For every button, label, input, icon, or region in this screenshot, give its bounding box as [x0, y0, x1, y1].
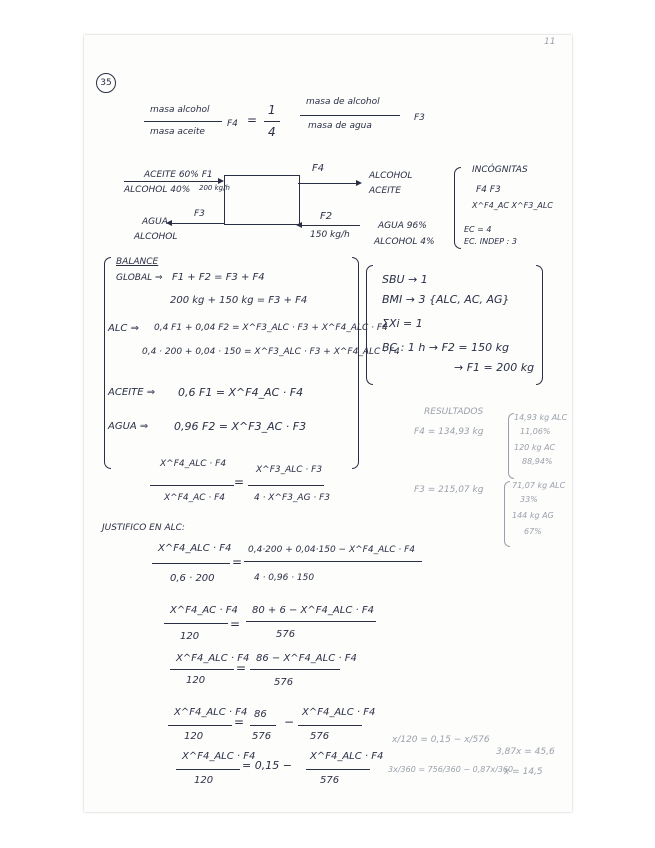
- ratio-line2: [300, 115, 400, 116]
- unknowns-row2: X^F4_AC X^F3_ALC: [472, 201, 553, 210]
- f1-line2: ALCOHOL 40%: [124, 185, 191, 195]
- unknowns-brace: [454, 167, 461, 249]
- unknowns-row1: F4 F3: [476, 185, 501, 195]
- ratio-frac-line: [264, 121, 280, 122]
- ratio-frac-den: 4: [268, 125, 276, 139]
- s5-line: [176, 769, 240, 770]
- s3-num: X^F4_ALC · F4: [176, 653, 250, 664]
- s2-line: [164, 623, 228, 624]
- ratioeq-den-l: X^F4_AC · F4: [164, 493, 226, 503]
- s5-num: X^F4_ALC · F4: [182, 751, 256, 762]
- ratioeq-num-r: X^F3_ALC · F3: [256, 465, 323, 475]
- s2-rden: 576: [276, 629, 296, 640]
- ratioeq-equals: =: [234, 475, 245, 489]
- s1-line: [152, 563, 230, 564]
- s1-den: 0,6 · 200: [170, 573, 215, 584]
- s2-num: X^F4_AC · F4: [170, 605, 238, 616]
- scratch-c: 3,87x = 45,6: [496, 747, 555, 757]
- alc-numeric: 0,4 · 200 + 0,04 · 150 = X^F3_ALC · F3 + X^F4_ALC · F4: [142, 347, 400, 357]
- s4-mden: 576: [252, 731, 272, 742]
- process-unit-box: [224, 175, 300, 225]
- scratch-d: x = 14,5: [504, 767, 543, 777]
- unknowns-title: INCÓGNITAS: [472, 165, 528, 175]
- ratio-den1: masa aceite: [150, 127, 205, 137]
- s4-equals: =: [234, 715, 245, 729]
- results-title: RESULTADOS: [424, 407, 484, 417]
- ratio-frac-num: 1: [268, 103, 276, 117]
- s3-rden: 576: [274, 677, 294, 688]
- f4-arrow: [298, 183, 360, 184]
- scratch-b: 3x/360 = 756/360 − 0,87x/360: [388, 765, 514, 774]
- f3-line2: ALCOHOL: [134, 232, 178, 242]
- results-f3-d3: 144 kg AG: [512, 511, 554, 520]
- global-label: GLOBAL ⇒: [116, 273, 163, 283]
- balance-brace-right: [352, 257, 359, 469]
- results-f4: F4 = 134,93 kg: [414, 427, 484, 437]
- basis-bmi: BMI → 3 {ALC, AC, AG}: [382, 293, 510, 306]
- basis-sbu: SBU → 1: [382, 273, 428, 286]
- problem-number: 35: [96, 73, 116, 93]
- f4-label: F4: [312, 163, 325, 174]
- balance-brace-left: [104, 257, 111, 469]
- s4-minus: −: [284, 715, 295, 729]
- s4-den: 120: [184, 731, 204, 742]
- unknowns-ec-indep: EC. INDEP : 3: [464, 237, 517, 246]
- f1-arrow: [124, 181, 222, 182]
- results-f3-d4: 67%: [524, 527, 542, 536]
- basis-bc2: → F1 = 200 kg: [454, 361, 535, 374]
- s3-line: [170, 669, 234, 670]
- ratio-sub2: F3: [414, 113, 425, 123]
- ratio-equals: =: [247, 113, 258, 127]
- ratio-den2: masa de agua: [308, 121, 372, 131]
- s1-rden: 4 · 0,96 · 150: [254, 573, 315, 583]
- balance-title: BALANCE: [116, 257, 159, 267]
- results-f4-d3: 120 kg AC: [514, 443, 556, 452]
- f2-arrow: [298, 225, 360, 226]
- agua-equation: 0,96 F2 = X^F3_AC · F3: [174, 420, 307, 433]
- s4-rline: [298, 725, 362, 726]
- unknowns-ec: EC = 4: [464, 225, 492, 234]
- ratioeq-num-l: X^F4_ALC · F4: [160, 459, 227, 469]
- f4-line1: ALCOHOL: [369, 171, 413, 181]
- s1-num: X^F4_ALC · F4: [158, 543, 232, 554]
- s4-rden: 576: [310, 731, 330, 742]
- ratioeq-den-r: 4 · X^F3_AG · F3: [254, 493, 331, 503]
- substitution-title: JUSTIFICO EN ALC:: [102, 523, 185, 533]
- s3-equals: =: [236, 661, 247, 675]
- s3-rnum: 86 − X^F4_ALC · F4: [256, 653, 357, 664]
- basis-brace-left: [366, 265, 373, 385]
- f2-line2: ALCOHOL 4%: [374, 237, 435, 247]
- s1-rline: [244, 561, 422, 562]
- aceite-equation: 0,6 F1 = X^F4_AC · F4: [178, 386, 304, 399]
- aceite-label: ACEITE ⇒: [108, 387, 156, 398]
- s2-rline: [246, 621, 376, 622]
- global-equation: F1 + F2 = F3 + F4: [172, 272, 265, 283]
- f3-label: F3: [194, 209, 205, 219]
- f2-rate: 150 kg/h: [310, 230, 350, 240]
- basis-brace-right: [536, 265, 543, 385]
- basis-sum: ΣXi = 1: [382, 317, 423, 330]
- scratch-a: x/120 = 0,15 − x/576: [392, 735, 490, 745]
- notebook-page: [84, 35, 572, 812]
- alc-label: ALC ⇒: [108, 323, 139, 334]
- s5-eq: = 0,15 −: [242, 759, 292, 772]
- agua-label: AGUA ⇒: [108, 421, 149, 432]
- ratioeq-line-l: [150, 485, 234, 486]
- results-f4-d4: 88,94%: [522, 457, 553, 466]
- ratio-num1: masa alcohol: [150, 105, 210, 115]
- s2-equals: =: [230, 617, 241, 631]
- ratio-num2: masa de alcohol: [306, 97, 380, 107]
- ratio-line1: [144, 121, 222, 122]
- s5-den: 120: [194, 775, 214, 786]
- f2-label: F2: [320, 211, 333, 222]
- f4-line2: ACEITE: [369, 186, 401, 196]
- f3-arrow: [168, 223, 224, 224]
- global-numeric: 200 kg + 150 kg = F3 + F4: [170, 295, 308, 306]
- s5-rline: [306, 769, 370, 770]
- results-f3-d1: 71,07 kg ALC: [512, 481, 566, 490]
- results-f3-d2: 33%: [520, 495, 538, 504]
- s5-rden: 576: [320, 775, 340, 786]
- basis-bc: BC : 1 h → F2 = 150 kg: [382, 341, 509, 354]
- s2-den: 120: [180, 631, 200, 642]
- ratio-sub1: F4: [227, 119, 238, 129]
- results-f4-d1: 14,93 kg ALC: [514, 413, 568, 422]
- corner-mark: 11: [544, 37, 556, 47]
- f1-rate: 200 kg/h: [199, 184, 230, 192]
- s1-rnum: 0,4·200 + 0,04·150 − X^F4_ALC · F4: [248, 545, 416, 555]
- s5-rnum: X^F4_ALC · F4: [310, 751, 384, 762]
- results-f3: F3 = 215,07 kg: [414, 485, 484, 495]
- s3-rline: [250, 669, 340, 670]
- s4-rnum: X^F4_ALC · F4: [302, 707, 376, 718]
- alc-equation: 0,4 F1 + 0,04 F2 = X^F3_ALC · F3 + X^F4_ALC · F4: [154, 323, 388, 333]
- results-f3-brace: [504, 481, 510, 547]
- s3-den: 120: [186, 675, 206, 686]
- f3-line1: AGUA: [142, 217, 168, 227]
- f2-line1: AGUA 96%: [378, 221, 427, 231]
- s4-line: [168, 725, 232, 726]
- s2-rnum: 80 + 6 − X^F4_ALC · F4: [252, 605, 374, 616]
- s1-equals: =: [232, 555, 243, 569]
- ratioeq-line-r: [248, 485, 324, 486]
- s4-m: 86: [254, 709, 267, 720]
- s4-num: X^F4_ALC · F4: [174, 707, 248, 718]
- f1-line1: ACEITE 60% F1: [144, 170, 213, 180]
- results-f4-d2: 11,06%: [520, 427, 551, 436]
- s4-mline: [250, 725, 276, 726]
